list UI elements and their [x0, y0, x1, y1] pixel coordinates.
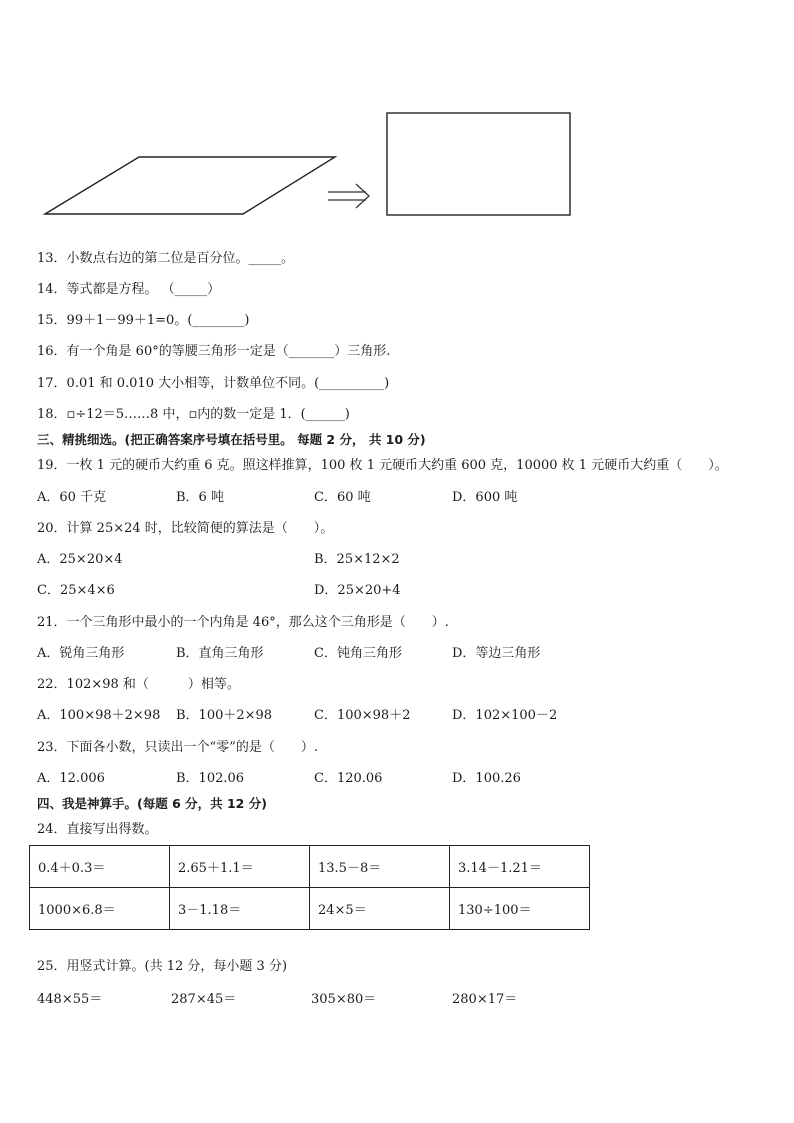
- table-cell: 1000×6.8＝: [30, 888, 170, 930]
- question-17: 17．0.01 和 0.010 大小相等，计数单位不同。(__________): [37, 376, 390, 391]
- question-21-stem: 21．一个三角形中最小的一个内角是 46°，那么这个三角形是（ ）.: [37, 615, 449, 630]
- question-21-option-c[interactable]: C．钝角三角形: [314, 646, 402, 661]
- vertical-calc-3: 305×80＝: [311, 992, 377, 1007]
- question-22-option-a[interactable]: A．100×98＋2×98: [37, 708, 161, 723]
- question-22-option-c[interactable]: C．100×98＋2: [314, 708, 411, 723]
- vertical-calc-1: 448×55＝: [37, 992, 103, 1007]
- question-20-option-c[interactable]: C．25×4×6: [37, 583, 115, 598]
- question-23-option-b[interactable]: B．102.06: [176, 771, 245, 786]
- question-20-stem: 20．计算 25×24 时，比较简便的算法是（ ）。: [37, 521, 334, 536]
- question-14: 14．等式都是方程。 （_____）: [37, 282, 221, 297]
- rectangle-shape: [387, 113, 570, 215]
- question-13: 13．小数点右边的第二位是百分位。_____。: [37, 251, 295, 266]
- question-19-stem: 19．一枚 1 元的硬币大约重 6 克。照这样推算，100 枚 1 元硬币大约重 600 克，10000 枚 1 元硬币大约重（ ）。: [37, 458, 728, 473]
- question-21-option-a[interactable]: A．锐角三角形: [37, 646, 125, 661]
- question-22-stem: 22．102×98 和（ ）相等。: [37, 677, 240, 692]
- question-20-option-a[interactable]: A．25×20×4: [37, 552, 123, 567]
- section-3-title: 三、精挑细选。(把正确答案序号填在括号里。 每题 2 分， 共 10 分): [37, 432, 426, 447]
- question-19-option-c[interactable]: C．60 吨: [314, 490, 371, 505]
- table-cell: 13.5－8＝: [310, 846, 450, 888]
- question-19-option-d[interactable]: D．600 吨: [452, 490, 518, 505]
- question-21-option-b[interactable]: B．直角三角形: [176, 646, 264, 661]
- question-16: 16．有一个角是 60°的等腰三角形一定是（_______）三角形.: [37, 344, 391, 359]
- question-23-option-a[interactable]: A．12.006: [37, 771, 105, 786]
- question-21-option-d[interactable]: D．等边三角形: [452, 646, 541, 661]
- question-15: 15．99＋1－99＋1=0。(________): [37, 313, 250, 328]
- question-20-option-d[interactable]: D．25×20+4: [314, 583, 401, 598]
- double-right-arrow-icon: [328, 184, 369, 208]
- question-19-option-b[interactable]: B．6 吨: [176, 490, 224, 505]
- question-24: 24．直接写出得数。: [37, 822, 158, 837]
- table-cell: 2.65＋1.1＝: [170, 846, 310, 888]
- question-23-stem: 23．下面各小数，只读出一个“零”的是（ ）.: [37, 740, 318, 755]
- question-25: 25．用竖式计算。(共 12 分，每小题 3 分): [37, 959, 288, 974]
- mental-math-table: [29, 845, 590, 930]
- question-23-option-d[interactable]: D．100.26: [452, 771, 521, 786]
- question-20-option-b[interactable]: B．25×12×2: [314, 552, 400, 567]
- question-18: 18．▫÷12＝5……8 中，▫内的数一定是 1．(______): [37, 407, 350, 422]
- table-row: [30, 888, 590, 930]
- table-cell: 24×5＝: [310, 888, 450, 930]
- question-22-option-d[interactable]: D．102×100－2: [452, 708, 558, 723]
- question-22-option-b[interactable]: B．100＋2×98: [176, 708, 273, 723]
- vertical-calc-2: 287×45＝: [171, 992, 237, 1007]
- table-cell: 3－1.18＝: [170, 888, 310, 930]
- shape-figure: [0, 0, 794, 230]
- section-4-title: 四、我是神算手。(每题 6 分，共 12 分): [37, 796, 267, 811]
- table-cell: 130÷100＝: [450, 888, 590, 930]
- question-19-option-a[interactable]: A．60 千克: [37, 490, 107, 505]
- parallelogram-shape: [45, 157, 335, 214]
- table-row: [30, 846, 590, 888]
- question-23-option-c[interactable]: C．120.06: [314, 771, 383, 786]
- table-cell: 0.4＋0.3＝: [30, 846, 170, 888]
- vertical-calc-4: 280×17＝: [452, 992, 518, 1007]
- table-cell: 3.14－1.21＝: [450, 846, 590, 888]
